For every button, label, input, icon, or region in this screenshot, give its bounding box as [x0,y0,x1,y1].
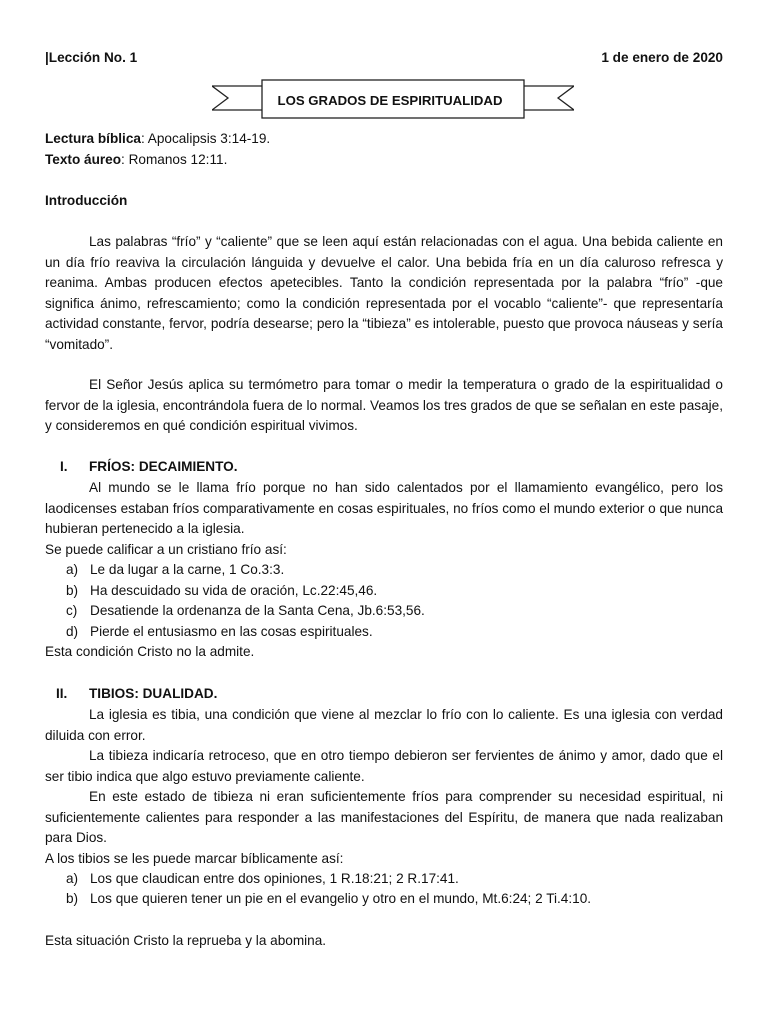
list-item [66,622,373,643]
list-text: Ha descuidado su vida de oración, Lc.22:45,46. [90,583,378,598]
list-marker: c) [66,603,78,618]
list-marker: b) [66,891,79,906]
section2-paragraph-3-text: En este estado de tibieza ni eran suficientemente fríos para comprender su necesidad espiritual, ni suficientemente calientes para responder a las manifestaciones del Espíritu, de manera que nada realizaban para Dios. [45,789,723,846]
section1-heading: FRÍOS: DECAIMIENTO. [89,459,238,474]
intro-heading: Introducción [45,193,128,208]
section2-number: II. [56,686,68,701]
golden-text [45,150,723,171]
list-text: Los que quieren tener un pie en el evangelio y otro en el mundo, Mt.6:24; 2 Ti.4:10. [90,891,592,906]
list-text: Los que claudican entre dos opiniones, 1 R.18:21; 2 R.17:41. [90,871,459,886]
golden-value: : Romanos 12:11. [121,152,228,167]
section1-number: I. [60,459,68,474]
list-item [66,889,591,910]
section2-paragraph-2-text: La tibieza indicaría retroceso, que en otro tiempo debieron ser fervientes de ánimo y amor, dado que el ser tibio indica que algo estuvo previamente caliente. [45,748,723,784]
section1-lead: Se puede calificar a un cristiano frío así: [45,542,287,557]
section2-paragraph-1-text: La iglesia es tibia, una condición que viene al mezclar lo frío con lo caliente. Es una iglesia con verdad diluida con error. [45,707,723,743]
intro-paragraph-2 [45,375,723,437]
section1-paragraph [45,478,723,540]
intro-paragraph-1-text: Las palabras “frío” y “caliente” que se leen aquí están relacionadas con el agua. Una bebida caliente en un día frío reaviva la circulación lánguida y devuelve el calor. Una bebida fría en un día caluroso refresca y reanima. Ambas producen efectos apetecibles. Tanto la condición representada por la palabra “frío” -que significa ánimo, refrescamiento; como la condición representada por el vocablo “caliente”- que representaría actividad constante, fervor, podría desearse; pero la “tibieza” es intolerable, puesto que provoca náuseas y sería “vomitado”. [45,234,723,352]
list-marker: d) [66,624,79,639]
page-title: LOS GRADOS DE ESPIRITUALIDAD [277,93,503,108]
list-marker: a) [66,562,79,577]
list-marker: a) [66,871,79,886]
list-item [66,560,284,581]
section2-paragraph-3 [45,787,723,849]
list-text: Pierde el entusiasmo en las cosas espirituales. [90,624,373,639]
list-item [66,581,377,602]
section2-lead: A los tibios se les puede marcar bíblicamente así: [45,851,344,866]
golden-label: Texto áureo [45,152,122,167]
lesson-number: |Lección No. 1 [45,50,138,65]
list-item [66,869,459,890]
section2-heading: TIBIOS: DUALIDAD. [89,686,218,701]
bible-reading [45,129,723,150]
list-marker: b) [66,583,79,598]
list-item [66,601,425,622]
intro-paragraph-2-text: El Señor Jesús aplica su termómetro para tomar o medir la temperatura o grado de la espiritualidad o fervor de la iglesia, encontrándola fuera de lo normal. Veamos los tres grados de que se señalan en este pasaje, y consideremos en qué condición espiritual vivimos. [45,377,723,434]
list-text: Desatiende la ordenanza de la Santa Cena, Jb.6:53,56. [90,603,425,618]
lesson-date: 1 de enero de 2020 [601,50,723,65]
section2-paragraph-1 [45,705,723,746]
section1-closing: Esta condición Cristo no la admite. [45,644,255,659]
list-text: Le da lugar a la carne, 1 Co.3:3. [90,562,285,577]
section2-closing: Esta situación Cristo la reprueba y la abomina. [45,933,327,948]
section2-paragraph-2 [45,746,723,787]
section1-paragraph-text: Al mundo se le llama frío porque no han sido calentados por el llamamiento evangélico, pero los laodicenses estaban fríos comparativamente en cosas espirituales, no fríos como el mundo exterior o que nunca hubieran pertenecido a la iglesia. [45,480,723,537]
reading-value: : Apocalipsis 3:14-19. [140,131,271,146]
reading-label: Lectura bíblica [45,131,141,146]
intro-paragraph-1 [45,232,723,356]
